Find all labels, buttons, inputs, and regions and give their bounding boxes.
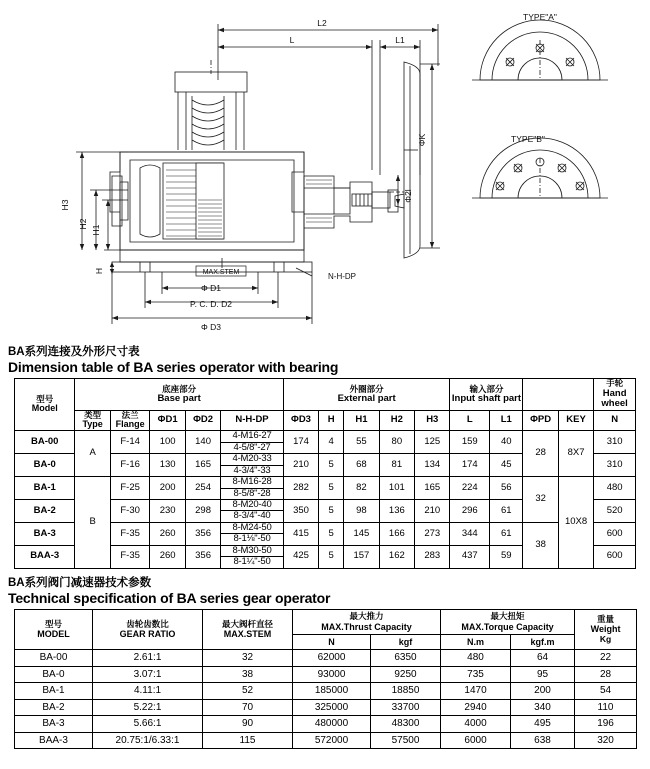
- cell-n: 600: [594, 522, 636, 545]
- header-n: N: [594, 410, 636, 431]
- header-group-input: 输入部分 Input shaft part: [450, 379, 523, 410]
- header-thrust-n: N: [293, 634, 371, 649]
- cell-h: 5: [319, 545, 344, 568]
- cell-model: BA-2: [15, 499, 75, 522]
- header-d1: ΦD1: [150, 410, 185, 431]
- header-torque-kgfm: kgf.m: [511, 634, 575, 649]
- cell-model: BA-3: [15, 522, 75, 545]
- cell-thrust-kgf: 9250: [371, 666, 441, 683]
- cell-d1: 260: [150, 545, 185, 568]
- cell-stem: 115: [203, 732, 293, 749]
- cell-model: BAA-3: [15, 732, 93, 749]
- cell-h2: 166: [379, 522, 414, 545]
- cell-stem: 90: [203, 716, 293, 733]
- cell-l1: 40: [490, 431, 523, 454]
- table-row: [15, 666, 637, 683]
- label-l: L: [289, 35, 295, 45]
- cell-pd: 28: [523, 431, 558, 477]
- table-row: [15, 699, 637, 716]
- cell-flange: F-25: [110, 477, 150, 500]
- cell-h1: 82: [344, 477, 379, 500]
- cell-thrust-n: 480000: [293, 716, 371, 733]
- cell-n: 310: [594, 454, 636, 477]
- cell-n: 310: [594, 431, 636, 454]
- label-pcd-d2: P. C. D. D2: [190, 299, 232, 309]
- cell-torque-nm: 6000: [441, 732, 511, 749]
- cell-nhdp: 4-M20-33 4-3/4"-33: [221, 454, 284, 477]
- header-torque: 最大扭矩 MAX.Torque Capacity: [441, 609, 575, 634]
- cell-h2: 80: [379, 431, 414, 454]
- header-group-handwheel: 手轮 Hand wheel: [594, 379, 636, 410]
- cell-nhdp: 8-M16-28 8-5/8"-28: [221, 477, 284, 500]
- cell-l1: 56: [490, 477, 523, 500]
- header-d3: ΦD3: [283, 410, 318, 431]
- cell-type: A: [75, 431, 110, 477]
- section2-title-en: Technical specification of BA series gear operator: [8, 589, 331, 606]
- cell-weight: 22: [575, 650, 637, 667]
- header-flange: 法兰 Flange: [110, 410, 150, 431]
- cell-weight: 110: [575, 699, 637, 716]
- cell-thrust-n: 572000: [293, 732, 371, 749]
- header-l1: L1: [490, 410, 523, 431]
- cell-h1: 55: [344, 431, 379, 454]
- header-l: L: [450, 410, 490, 431]
- header-group-base: 底座部分 Base part: [75, 379, 283, 410]
- label-h: H: [94, 267, 104, 275]
- cell-model: BA-3: [15, 716, 93, 733]
- label-l1: L1: [395, 35, 405, 45]
- header-group-length: [523, 379, 594, 410]
- cell-h3: 273: [415, 522, 450, 545]
- label-type-b: TYPE"B": [511, 134, 545, 144]
- label-max-stem: MAX.STEM: [202, 269, 240, 276]
- cell-h2: 101: [379, 477, 414, 500]
- cell-thrust-n: 62000: [293, 650, 371, 667]
- cell-torque-kgfm: 638: [511, 732, 575, 749]
- cell-torque-nm: 1470: [441, 683, 511, 700]
- header-gear-ratio: 齿轮齿数比 GEAR RATIO: [93, 609, 203, 649]
- header-key: KEY: [558, 410, 593, 431]
- table-row: [15, 716, 637, 733]
- cell-model: BA-1: [15, 683, 93, 700]
- label-type-a: TYPE"A": [523, 12, 557, 22]
- cell-h3: 210: [415, 499, 450, 522]
- cell-h2: 136: [379, 499, 414, 522]
- cell-l1: 59: [490, 545, 523, 568]
- cell-d2: 298: [185, 499, 220, 522]
- cell-torque-nm: 480: [441, 650, 511, 667]
- cell-model: BA-0: [15, 666, 93, 683]
- cell-torque-kgfm: 495: [511, 716, 575, 733]
- cell-h: 5: [319, 477, 344, 500]
- cell-h1: 145: [344, 522, 379, 545]
- cell-weight: 320: [575, 732, 637, 749]
- header-model: 型号 Model: [15, 379, 75, 431]
- cell-d3: 282: [283, 477, 318, 500]
- cell-l: 174: [450, 454, 490, 477]
- cell-d3: 425: [283, 545, 318, 568]
- cell-l1: 45: [490, 454, 523, 477]
- cell-h: 5: [319, 499, 344, 522]
- header-thrust: 最大推力 MAX.Thrust Capacity: [293, 609, 441, 634]
- cell-ratio: 2.61:1: [93, 650, 203, 667]
- table-row: [15, 683, 637, 700]
- header-torque-nm: N.m: [441, 634, 511, 649]
- table-row: [15, 650, 637, 667]
- cell-torque-nm: 4000: [441, 716, 511, 733]
- cell-d1: 100: [150, 431, 185, 454]
- cell-torque-kgfm: 64: [511, 650, 575, 667]
- cell-n: 480: [594, 477, 636, 500]
- header-group-external: 外圈部分 External part: [283, 379, 450, 410]
- header-d2: ΦD2: [185, 410, 220, 431]
- label-phi-d1: Φ D1: [200, 283, 222, 293]
- header-h1: H1: [344, 410, 379, 431]
- cell-flange: F-16: [110, 454, 150, 477]
- cell-d2: 356: [185, 522, 220, 545]
- section1-title-en: Dimension table of BA series operator with bearing: [8, 359, 339, 376]
- cell-model: BA-1: [15, 477, 75, 500]
- header-h2: H2: [379, 410, 414, 431]
- cell-h1: 98: [344, 499, 379, 522]
- cell-l: 159: [450, 431, 490, 454]
- cell-ratio: 20.75:1/6.33:1: [93, 732, 203, 749]
- cell-h: 4: [319, 431, 344, 454]
- cell-h: 5: [319, 522, 344, 545]
- cell-h3: 283: [415, 545, 450, 568]
- cell-thrust-n: 325000: [293, 699, 371, 716]
- table-row: [15, 732, 637, 749]
- cell-torque-kgfm: 200: [511, 683, 575, 700]
- cell-h: 5: [319, 454, 344, 477]
- cell-l: 224: [450, 477, 490, 500]
- table-sub-header-row: [15, 410, 636, 431]
- cell-pd: 32: [523, 477, 558, 523]
- cell-d3: 174: [283, 431, 318, 454]
- cell-nhdp: 8-M24-50 8-1⅛"-50: [221, 522, 284, 545]
- cell-thrust-kgf: 57500: [371, 732, 441, 749]
- cell-flange: F-35: [110, 545, 150, 568]
- cell-stem: 38: [203, 666, 293, 683]
- label-phi-d3: Φ D3: [200, 322, 222, 332]
- cell-stem: 32: [203, 650, 293, 667]
- label-phi-k: ΦK: [417, 133, 427, 147]
- cell-thrust-n: 93000: [293, 666, 371, 683]
- cell-stem: 52: [203, 683, 293, 700]
- cell-l: 344: [450, 522, 490, 545]
- cell-h2: 81: [379, 454, 414, 477]
- cell-h1: 68: [344, 454, 379, 477]
- cell-ratio: 5.66:1: [93, 716, 203, 733]
- header-type: 类型 Type: [75, 410, 110, 431]
- cell-model: BA-00: [15, 431, 75, 454]
- cell-d3: 210: [283, 454, 318, 477]
- cell-flange: F-35: [110, 522, 150, 545]
- cell-d2: 254: [185, 477, 220, 500]
- cell-thrust-kgf: 6350: [371, 650, 441, 667]
- cell-torque-nm: 2940: [441, 699, 511, 716]
- cell-torque-kgfm: 340: [511, 699, 575, 716]
- header-pd: ΦPD: [523, 410, 558, 431]
- section1-title: [8, 346, 650, 375]
- cell-n: 600: [594, 545, 636, 568]
- cell-h1: 157: [344, 545, 379, 568]
- cell-thrust-kgf: 48300: [371, 716, 441, 733]
- cell-d1: 130: [150, 454, 185, 477]
- cell-torque-nm: 735: [441, 666, 511, 683]
- cell-pd: 38: [523, 522, 558, 568]
- cell-model: BA-0: [15, 454, 75, 477]
- table-group-header-row: [15, 379, 636, 410]
- specification-table: [14, 609, 637, 749]
- cell-l1: 61: [490, 499, 523, 522]
- section1-title-cn: BA系列连接及外形尺寸表: [8, 346, 140, 358]
- cell-weight: 196: [575, 716, 637, 733]
- cell-h3: 134: [415, 454, 450, 477]
- cell-stem: 70: [203, 699, 293, 716]
- cell-n: 520: [594, 499, 636, 522]
- cell-nhdp: 8-M30-50 8-1¼"-50: [221, 545, 284, 568]
- spec-group-header-row: [15, 609, 637, 634]
- cell-nhdp: 8-M20-40 8-3/4"-40: [221, 499, 284, 522]
- cell-torque-kgfm: 95: [511, 666, 575, 683]
- header-model: 型号 MODEL: [15, 609, 93, 649]
- label-l2: L2: [317, 18, 327, 28]
- cell-model: BA-2: [15, 699, 93, 716]
- cell-d1: 200: [150, 477, 185, 500]
- cell-weight: 54: [575, 683, 637, 700]
- cell-ratio: 3.07:1: [93, 666, 203, 683]
- label-h1: H1: [91, 224, 101, 236]
- cell-nhdp: 4-M16-27 4-5/8"-27: [221, 431, 284, 454]
- cell-h3: 125: [415, 431, 450, 454]
- technical-drawing: [0, 0, 650, 340]
- table-row: [15, 431, 636, 454]
- cell-thrust-kgf: 33700: [371, 699, 441, 716]
- cell-d1: 230: [150, 499, 185, 522]
- cell-d1: 260: [150, 522, 185, 545]
- header-nhdp: N-H-DP: [221, 410, 284, 431]
- section2-title-cn: BA系列阀门减速器技术参数: [8, 576, 152, 589]
- cell-h3: 165: [415, 477, 450, 500]
- label-n-h-dp: N-H-DP: [328, 272, 356, 281]
- cell-type: B: [75, 477, 110, 569]
- gear-operator-drawing: [0, 0, 650, 340]
- cell-model: BAA-3: [15, 545, 75, 568]
- cell-d2: 356: [185, 545, 220, 568]
- cell-l: 437: [450, 545, 490, 568]
- label-h3: H3: [60, 199, 70, 211]
- cell-key: 10X8: [558, 477, 593, 569]
- section2-title: [8, 577, 650, 606]
- cell-key: 8X7: [558, 431, 593, 477]
- cell-thrust-kgf: 18850: [371, 683, 441, 700]
- cell-ratio: 5.22:1: [93, 699, 203, 716]
- dimension-table: [14, 378, 636, 568]
- header-h: H: [319, 410, 344, 431]
- header-weight: 重量 Weight Kg: [575, 609, 637, 649]
- cell-model: BA-00: [15, 650, 93, 667]
- cell-d2: 165: [185, 454, 220, 477]
- table-row: [15, 477, 636, 500]
- cell-d2: 140: [185, 431, 220, 454]
- cell-flange: F-14: [110, 431, 150, 454]
- header-h3: H3: [415, 410, 450, 431]
- cell-thrust-n: 185000: [293, 683, 371, 700]
- cell-ratio: 4.11:1: [93, 683, 203, 700]
- cell-h2: 162: [379, 545, 414, 568]
- cell-d3: 350: [283, 499, 318, 522]
- cell-flange: F-30: [110, 499, 150, 522]
- label-h2: H2: [78, 218, 88, 230]
- header-thrust-kgf: kgf: [371, 634, 441, 649]
- cell-l1: 61: [490, 522, 523, 545]
- cell-d3: 415: [283, 522, 318, 545]
- label-phi-2l: Φ2l: [403, 189, 413, 203]
- cell-weight: 28: [575, 666, 637, 683]
- cell-l: 296: [450, 499, 490, 522]
- header-max-stem: 最大阀杆直径 MAX.STEM: [203, 609, 293, 649]
